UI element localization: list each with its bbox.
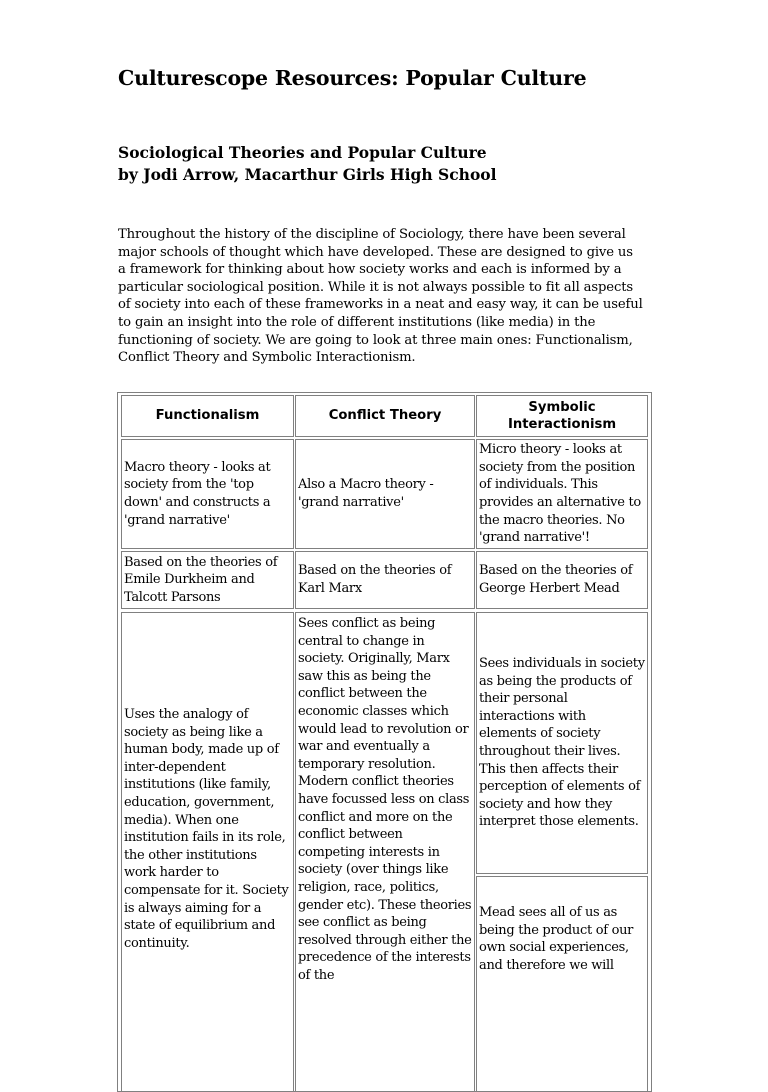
table-header-functionalism: Functionalism	[121, 395, 294, 437]
table-cell: Sees conflict as being central to change in society. Originally, Marx saw this as being the conflict between the economic classes which would lead to revolution or war and eventually a temporary resolution. Modern conflict theories have focussed less on class conflict and more on the conflict between competing interests in society (over things like religion, race, politics, gender etc). These theories see conflict as being resolved through either the precedence of the interests of the	[295, 612, 475, 1092]
page-title: Culturescope Resources: Popular Culture	[118, 66, 587, 90]
table-cell: Also a Macro theory - 'grand narrative'	[295, 439, 475, 549]
table-header-conflict-theory: Conflict Theory	[295, 395, 475, 437]
table-cell: Mead sees all of us as being the product of our own social experiences, and therefore we will	[476, 876, 648, 1092]
table-header-symbolic-interactionism: Symbolic Interactionism	[476, 395, 648, 437]
intro-line: major schools of thought which have developed. These are designed to give us	[118, 244, 633, 260]
intro-line: of society into each of these frameworks in a neat and easy way, it can be useful	[118, 297, 643, 313]
intro-line: functioning of society. We are going to look at three main ones: Functionalism,	[118, 332, 633, 348]
table-cell: Macro theory - looks at society from the 'top down' and constructs a 'grand narrative'	[121, 439, 294, 549]
intro-line: Throughout the history of the discipline of Sociology, there have been several	[118, 227, 626, 242]
table-cell: Based on the theories of Karl Marx	[295, 551, 475, 609]
table-cell: Sees individuals in society as being the products of their personal interactions with elements of society throughout their lives. This then affects their perception of elements of society and how they interpret those elements.	[476, 612, 648, 874]
table-cell: Based on the theories of George Herbert Mead	[476, 551, 648, 609]
table-cell: Based on the theories of Emile Durkheim and Talcott Parsons	[121, 551, 294, 609]
article-byline: by Jodi Arrow, Macarthur Girls High School	[118, 165, 497, 184]
article-title: Sociological Theories and Popular Culture	[118, 143, 487, 162]
article-heading	[118, 142, 497, 186]
table-cell: Uses the analogy of society as being like a human body, made up of inter-dependent institutions (like family, education, government, media). When one institution fails in its role, the other institutions work harder to compensate for it. Society is always aiming for a state of equilibrium and continuity.	[121, 612, 294, 1092]
intro-line: a framework for thinking about how society works and each is informed by a	[118, 262, 622, 278]
intro-paragraph	[118, 226, 658, 367]
table-cell: Micro theory - looks at society from the position of individuals. This provides an alternative to the macro theories. No 'grand narrative'!	[476, 439, 648, 549]
intro-line: particular sociological position. While it is not always possible to fit all aspects	[118, 279, 633, 295]
intro-line: Conflict Theory and Symbolic Interactionism.	[118, 350, 416, 366]
intro-line: to gain an insight into the role of different institutions (like media) in the	[118, 314, 596, 330]
